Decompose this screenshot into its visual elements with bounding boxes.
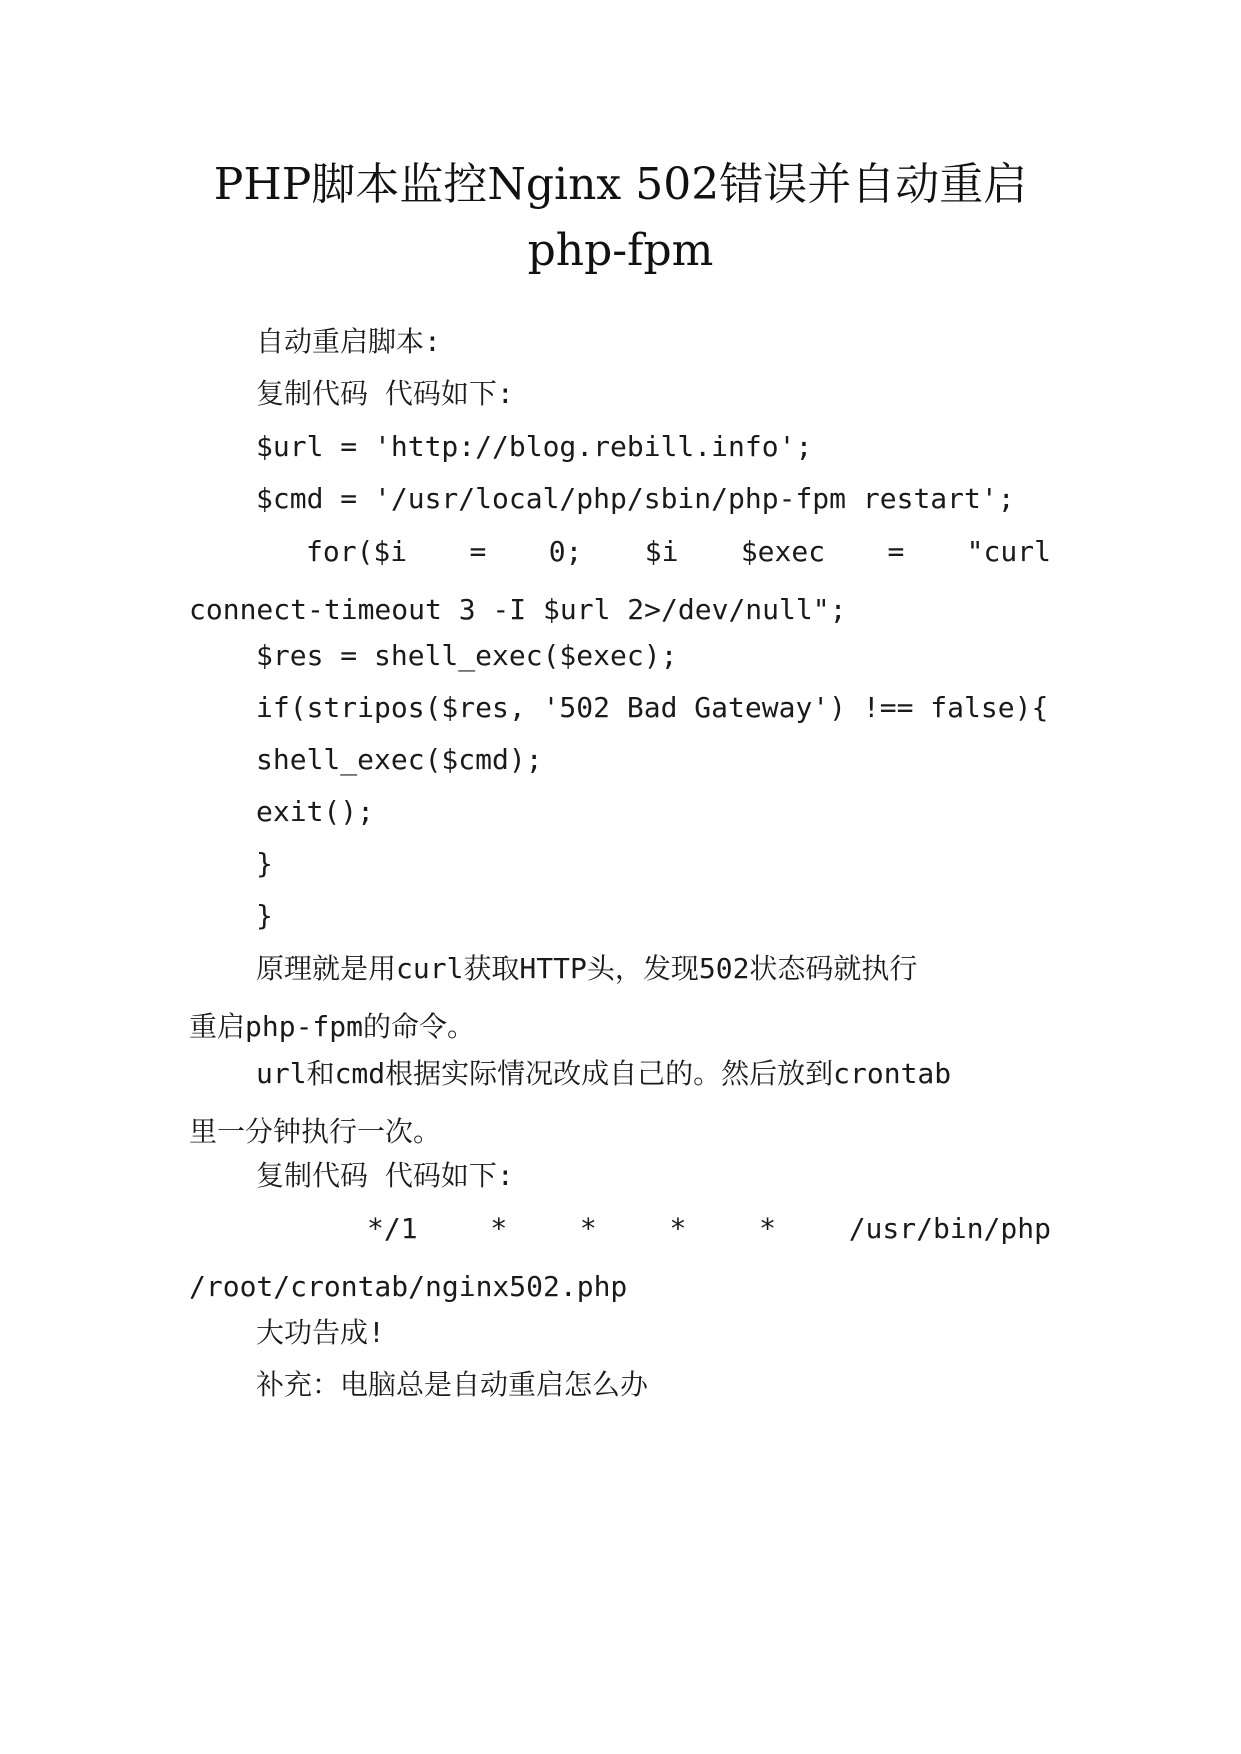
paragraph-crontab-line-1: url和cmd根据实际情况改成自己的。然后放到crontab	[256, 1057, 952, 1090]
cron-token: *	[669, 1212, 687, 1245]
copy-code-label-2: 复制代码 代码如下:	[256, 1159, 514, 1192]
paragraph-principle-line-1: 原理就是用curl获取HTTP头，发现502状态码就执行	[256, 952, 918, 985]
code-token: 0;	[548, 535, 583, 568]
code-line-close-brace-2: }	[256, 899, 273, 932]
cron-token: */1	[367, 1212, 418, 1245]
copy-code-label: 复制代码 代码如下:	[256, 377, 514, 410]
paragraph-principle-line-2: 重启php-fpm的命令。	[189, 1010, 476, 1043]
code-line-url: $url = 'http://blog.rebill.info';	[256, 430, 813, 463]
code-line-close-brace-1: }	[256, 847, 273, 880]
cron-token: *	[759, 1212, 776, 1245]
code-token: $exec	[740, 535, 826, 568]
code-line-for-loop	[189, 523, 1051, 639]
code-token: "curl	[966, 535, 1051, 568]
code-line-if: if(stripos($res, '502 Bad Gateway') !== false){	[256, 691, 1049, 724]
paragraph-done: 大功告成!	[256, 1316, 385, 1349]
paragraph-supplement: 补充：电脑总是自动重启怎么办	[256, 1368, 649, 1401]
cron-token: *	[490, 1212, 508, 1245]
cron-entry-continued: /root/crontab/nginx502.php	[189, 1270, 628, 1303]
code-token: for($i	[306, 535, 408, 568]
code-line-cmd: $cmd = '/usr/local/php/sbin/php-fpm restart';	[256, 482, 1015, 515]
code-token: =	[887, 535, 905, 568]
cron-entry-first	[189, 1200, 1051, 1258]
cron-token: /usr/bin/php	[848, 1212, 1051, 1245]
paragraph-crontab	[189, 1045, 1051, 1161]
paragraph-intro: 自动重启脚本:	[256, 325, 441, 358]
page-title-line-1: PHP脚本监控Nginx 502错误并自动重启	[213, 159, 1028, 210]
code-line-shell-exec: shell_exec($cmd);	[256, 743, 543, 776]
code-line-res: $res = shell_exec($exec);	[256, 639, 678, 672]
page-title-line-2: php-fpm	[527, 225, 714, 276]
code-token: $i	[644, 535, 679, 568]
code-line-exit: exit();	[256, 795, 375, 828]
code-line-for-loop-first	[189, 523, 1051, 581]
cron-token: *	[579, 1212, 597, 1245]
code-token: =	[469, 535, 487, 568]
paragraph-crontab-line-2: 里一分钟执行一次。	[189, 1115, 442, 1148]
cron-entry	[189, 1200, 1051, 1316]
code-line-for-loop-continued: connect-timeout 3 -I $url 2>/dev/null";	[189, 593, 847, 626]
paragraph-principle	[189, 940, 1051, 1056]
